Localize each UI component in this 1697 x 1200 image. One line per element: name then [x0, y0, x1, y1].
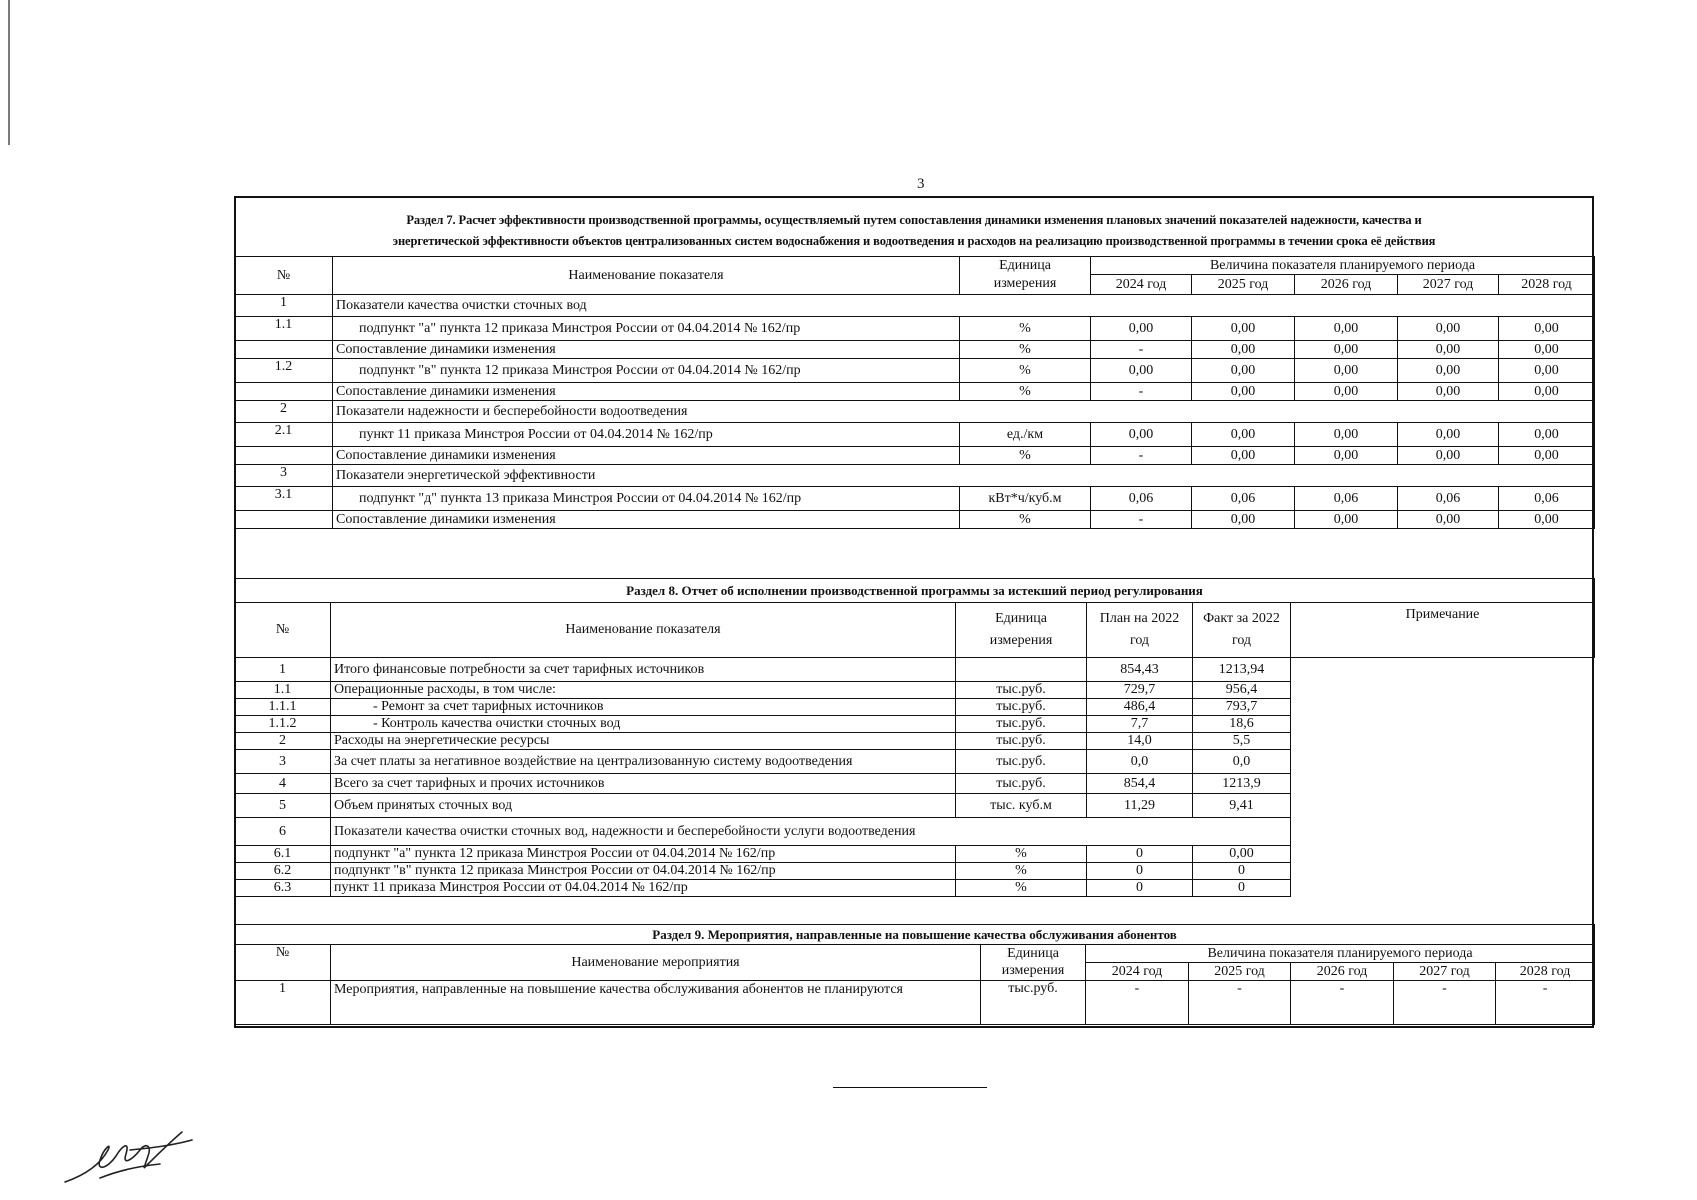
row-fact: 0,00 [1193, 846, 1291, 863]
row-value: 0,00 [1499, 447, 1595, 465]
row-fact: 956,4 [1193, 682, 1291, 699]
table-row [235, 794, 1595, 818]
header-plan-line1: План на 2022 [1099, 611, 1180, 626]
row-fact: 1213,9 [1193, 774, 1291, 794]
row-num: 1.1 [235, 317, 333, 341]
row-value: 0,00 [1192, 423, 1295, 447]
row-num: 6 [235, 818, 331, 846]
row-plan: 0 [1087, 846, 1193, 863]
table-row [235, 658, 1595, 682]
group-name: Показатели энергетической эффективности [333, 465, 1595, 487]
row-plan: 486,4 [1087, 699, 1193, 716]
row-value: 0,00 [1192, 359, 1295, 383]
row-value: 0,00 [1295, 383, 1398, 401]
table-row [235, 863, 1595, 880]
section7-title-line2: энергетической эффективности объектов централизованных систем водоснабжения и водоотведения и расходов на реализацию производственной программы в течении срока её действия [392, 234, 1436, 248]
row-num: 2 [235, 401, 333, 423]
header-year: 2026 год [1291, 963, 1394, 981]
table-row [235, 341, 1595, 359]
group-name: Показатели качества очистки сточных вод, надежности и бесперебойности услуги водоотведения [331, 818, 1291, 846]
row-value: - [1091, 447, 1192, 465]
row-unit: % [960, 359, 1091, 383]
row-unit: кВт*ч/куб.м [960, 487, 1091, 511]
row-unit: ед./км [960, 423, 1091, 447]
row-num: 6.1 [235, 846, 331, 863]
row-fact: 18,6 [1193, 716, 1291, 733]
signature-image [60, 1120, 210, 1190]
table-row [235, 981, 1595, 1025]
row-name: подпункт "в" пункта 12 приказа Минстроя России от 04.04.2014 № 162/пр [333, 359, 960, 383]
header-plan-line2: год [1129, 633, 1150, 648]
header-name: Наименование показателя [333, 257, 960, 295]
header-period: Величина показателя планируемого периода [1091, 257, 1595, 275]
group-name: Показатели качества очистки сточных вод [333, 295, 1595, 317]
table-row [235, 699, 1595, 716]
header-year: 2025 год [1189, 963, 1291, 981]
row-num [235, 511, 333, 529]
row-plan: 7,7 [1087, 716, 1193, 733]
header-year: 2024 год [1091, 275, 1192, 295]
row-unit: % [960, 383, 1091, 401]
header-year: 2027 год [1394, 963, 1496, 981]
row-num: 3 [235, 465, 333, 487]
header-num: № [235, 945, 331, 981]
row-value: - [1091, 383, 1192, 401]
table-row [235, 511, 1595, 529]
row-num [235, 341, 333, 359]
row-value: 0,00 [1192, 317, 1295, 341]
row-plan: 854,43 [1087, 658, 1193, 682]
row-value: - [1291, 981, 1394, 1025]
row-value: 0,00 [1499, 383, 1595, 401]
row-fact: 1213,94 [1193, 658, 1291, 682]
header-unit-line2: измерения [981, 963, 1086, 981]
header-num: № [235, 603, 331, 658]
row-value: 0,06 [1091, 487, 1192, 511]
row-value: - [1189, 981, 1291, 1025]
table-row [235, 733, 1595, 750]
table-row [235, 880, 1595, 897]
row-name: Сопоставление динамики изменения [333, 341, 960, 359]
row-num [235, 383, 333, 401]
row-num: 6.3 [235, 880, 331, 897]
row-value: 0,00 [1192, 383, 1295, 401]
group-row [235, 465, 1595, 487]
header-year: 2026 год [1295, 275, 1398, 295]
row-value: 0,00 [1295, 341, 1398, 359]
row-num: 3 [235, 750, 331, 774]
header-plan [1087, 603, 1193, 658]
row-num: 2.1 [235, 423, 333, 447]
header-note: Примечание [1291, 603, 1595, 658]
table-row [235, 317, 1595, 341]
row-name: подпункт "а" пункта 12 приказа Минстроя России от 04.04.2014 № 162/пр [331, 846, 956, 863]
row-value: 0,00 [1398, 383, 1499, 401]
row-value: 0,00 [1499, 341, 1595, 359]
row-value: 0,00 [1499, 317, 1595, 341]
header-year: 2028 год [1499, 275, 1595, 295]
row-name: Итого финансовые потребности за счет тарифных источников [331, 658, 956, 682]
row-value: 0,00 [1091, 359, 1192, 383]
row-name: Сопоставление динамики изменения [333, 511, 960, 529]
end-of-text-line [833, 1087, 987, 1088]
row-value: 0,00 [1398, 341, 1499, 359]
table-row [235, 774, 1595, 794]
header-name: Наименование показателя [331, 603, 956, 658]
row-value: 0,00 [1295, 423, 1398, 447]
row-num: 1.1 [235, 682, 331, 699]
header-unit-line2: измерения [989, 633, 1053, 648]
row-value: - [1091, 511, 1192, 529]
table-row [235, 487, 1595, 511]
row-value: 0,00 [1499, 359, 1595, 383]
row-name: Всего за счет тарифных и прочих источников [331, 774, 956, 794]
row-name: подпункт "д" пункта 13 приказа Минстроя России от 04.04.2014 № 162/пр [333, 487, 960, 511]
section8-table [234, 578, 1595, 897]
header-period: Величина показателя планируемого периода [1086, 945, 1595, 963]
row-num: 1.1.2 [235, 716, 331, 733]
header-unit-line1: Единица [960, 257, 1091, 275]
row-plan: 14,0 [1087, 733, 1193, 750]
table-row [235, 447, 1595, 465]
row-fact: 5,5 [1193, 733, 1291, 750]
row-name: За счет платы за негативное воздействие на централизованную систему водоотведения [331, 750, 956, 774]
table-row [235, 716, 1595, 733]
table-row [235, 423, 1595, 447]
header-unit-line1: Единица [981, 945, 1086, 963]
row-name: Расходы на энергетические ресурсы [331, 733, 956, 750]
section7-title [234, 210, 1594, 252]
row-value: - [1496, 981, 1595, 1025]
row-num [235, 447, 333, 465]
row-num: 3.1 [235, 487, 333, 511]
row-unit: % [960, 341, 1091, 359]
header-unit [956, 603, 1087, 658]
group-row [235, 295, 1595, 317]
row-value: 0,00 [1398, 317, 1499, 341]
row-num: 1.1.1 [235, 699, 331, 716]
header-num: № [235, 257, 333, 295]
row-plan: 854,4 [1087, 774, 1193, 794]
row-num: 2 [235, 733, 331, 750]
row-unit: тыс.руб. [956, 733, 1087, 750]
row-value: 0,06 [1398, 487, 1499, 511]
row-value: 0,00 [1499, 423, 1595, 447]
section9-title: Раздел 9. Мероприятия, направленные на повышение качества обслуживания абонентов [235, 925, 1595, 945]
row-plan: 0 [1087, 880, 1193, 897]
row-plan: 0,0 [1087, 750, 1193, 774]
row-unit: тыс.руб. [956, 750, 1087, 774]
row-unit: % [956, 880, 1087, 897]
row-value: 0,00 [1398, 511, 1499, 529]
row-fact: 0,0 [1193, 750, 1291, 774]
page-number: 3 [917, 176, 925, 192]
row-value: 0,00 [1398, 423, 1499, 447]
group-row [235, 401, 1595, 423]
row-fact: 793,7 [1193, 699, 1291, 716]
row-value: 0,00 [1091, 423, 1192, 447]
row-value: 0,00 [1295, 317, 1398, 341]
row-unit: тыс.руб. [981, 981, 1086, 1025]
row-name: Мероприятия, направленные на повышение качества обслуживания абонентов не планируются [331, 981, 981, 1025]
row-unit: тыс.руб. [956, 716, 1087, 733]
row-unit: тыс.руб. [956, 774, 1087, 794]
row-unit: % [956, 863, 1087, 880]
row-unit: % [956, 846, 1087, 863]
group-row [235, 818, 1595, 846]
row-value: 0,00 [1499, 511, 1595, 529]
row-name: - Контроль качества очистки сточных вод [331, 716, 956, 733]
section7-table [234, 256, 1595, 529]
row-value: 0,00 [1091, 317, 1192, 341]
scan-edge-mark [8, 0, 10, 145]
row-name: пункт 11 приказа Минстроя России от 04.04.2014 № 162/пр [331, 880, 956, 897]
row-unit: тыс. куб.м [956, 794, 1087, 818]
row-unit: тыс.руб. [956, 682, 1087, 699]
row-unit: % [960, 317, 1091, 341]
header-year: 2024 год [1086, 963, 1189, 981]
row-value: 0,00 [1295, 359, 1398, 383]
section8-title: Раздел 8. Отчет об исполнении производственной программы за истекший период регулирования [235, 579, 1595, 603]
row-value: 0,06 [1499, 487, 1595, 511]
header-fact-line2: год [1231, 633, 1252, 648]
row-value: 0,00 [1192, 511, 1295, 529]
header-name: Наименование мероприятия [331, 945, 981, 981]
row-name: подпункт "а" пункта 12 приказа Минстроя России от 04.04.2014 № 162/пр [333, 317, 960, 341]
row-name: Сопоставление динамики изменения [333, 383, 960, 401]
row-num: 1.2 [235, 359, 333, 383]
row-unit: % [960, 447, 1091, 465]
table-row [235, 383, 1595, 401]
row-name: пункт 11 приказа Минстроя России от 04.04.2014 № 162/пр [333, 423, 960, 447]
row-num: 4 [235, 774, 331, 794]
header-unit-line2: измерения [960, 275, 1091, 295]
table-row [235, 682, 1595, 699]
header-unit-line1: Единица [995, 611, 1047, 626]
table-row [235, 359, 1595, 383]
header-year: 2027 год [1398, 275, 1499, 295]
row-unit: % [960, 511, 1091, 529]
row-unit [956, 658, 1087, 682]
table-row [235, 846, 1595, 863]
row-plan: 11,29 [1087, 794, 1193, 818]
row-num: 5 [235, 794, 331, 818]
row-name: подпункт "в" пункта 12 приказа Минстроя России от 04.04.2014 № 162/пр [331, 863, 956, 880]
row-plan: 0 [1087, 863, 1193, 880]
section7-title-line1: Раздел 7. Расчет эффективности производственной программы, осуществляемый путем сопоставления динамики изменения плановых значений показателей надежности, качества и [406, 213, 1422, 227]
row-fact: 9,41 [1193, 794, 1291, 818]
row-plan: 729,7 [1087, 682, 1193, 699]
row-value: 0,00 [1398, 359, 1499, 383]
row-name: Операционные расходы, в том числе: [331, 682, 956, 699]
group-name: Показатели надежности и бесперебойности водоотведения [333, 401, 1595, 423]
row-name: Сопоставление динамики изменения [333, 447, 960, 465]
row-value: 0,00 [1192, 447, 1295, 465]
row-name: Объем принятых сточных вод [331, 794, 956, 818]
row-value: 0,00 [1295, 447, 1398, 465]
row-value: - [1086, 981, 1189, 1025]
row-fact: 0 [1193, 880, 1291, 897]
row-unit: тыс.руб. [956, 699, 1087, 716]
row-value: - [1394, 981, 1496, 1025]
header-fact [1193, 603, 1291, 658]
row-value: - [1091, 341, 1192, 359]
row-num: 1 [235, 658, 331, 682]
row-num: 6.2 [235, 863, 331, 880]
row-fact: 0 [1193, 863, 1291, 880]
header-year: 2025 год [1192, 275, 1295, 295]
row-value: 0,06 [1295, 487, 1398, 511]
header-fact-line1: Факт за 2022 [1203, 611, 1280, 626]
row-value: 0,06 [1192, 487, 1295, 511]
row-num: 1 [235, 295, 333, 317]
row-value: 0,00 [1398, 447, 1499, 465]
row-value: 0,00 [1295, 511, 1398, 529]
row-num: 1 [235, 981, 331, 1025]
row-value: 0,00 [1192, 341, 1295, 359]
row-name: - Ремонт за счет тарифных источников [331, 699, 956, 716]
table-row [235, 750, 1595, 774]
header-year: 2028 год [1496, 963, 1595, 981]
section9-table [234, 924, 1595, 1025]
